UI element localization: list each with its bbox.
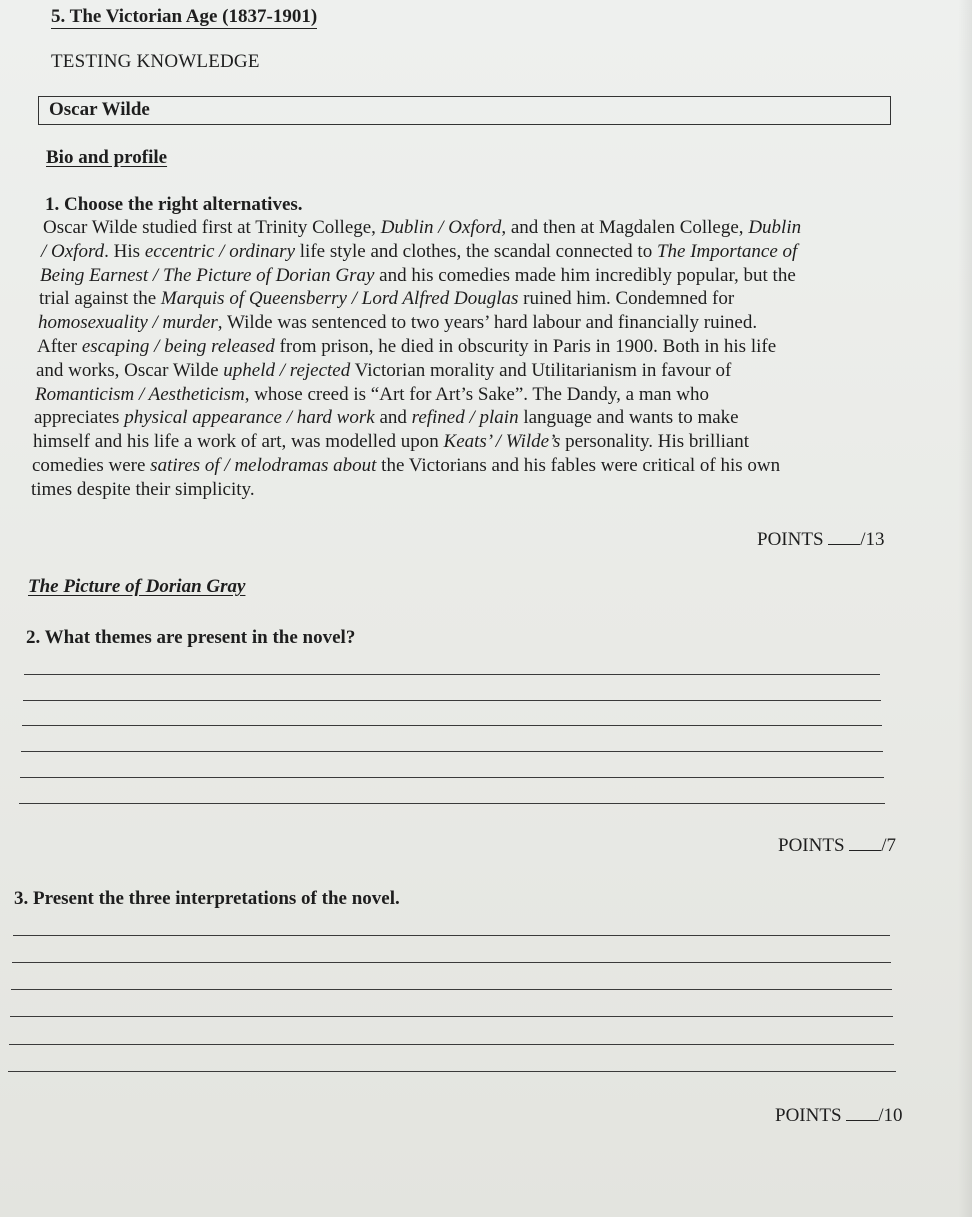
paragraph-text: ruined him. Condemned for xyxy=(518,288,735,310)
q3-points-total: /10 xyxy=(878,1105,903,1126)
alternative-choice[interactable]: physical appearance / hard work xyxy=(124,407,375,429)
q3-answer-line-6[interactable] xyxy=(8,1071,896,1072)
q2-points-blank[interactable] xyxy=(849,834,881,851)
q3-answer-line-4[interactable] xyxy=(10,1016,893,1017)
bio-heading: Bio and profile xyxy=(46,147,168,168)
bio-paragraph-line xyxy=(35,384,709,406)
q2-points xyxy=(778,834,896,857)
paragraph-text: himself and his life a work of art, was modelled upon xyxy=(33,431,444,453)
alternative-choice[interactable]: Dublin / Oxford xyxy=(380,217,502,238)
paragraph-text: . His xyxy=(104,240,145,262)
q3-answer-line-1[interactable] xyxy=(13,935,890,936)
alternative-choice[interactable]: escaping / being released xyxy=(81,336,275,357)
bio-paragraph-line xyxy=(32,455,780,477)
bio-paragraph-line xyxy=(36,360,731,382)
alternative-choice[interactable]: eccentric / ordinary xyxy=(144,240,296,262)
q2-answer-line-2[interactable] xyxy=(23,700,881,701)
q3-answer-line-5[interactable] xyxy=(9,1044,894,1045)
q2-points-label: POINTS xyxy=(778,835,845,856)
q2-answer-line-4[interactable] xyxy=(21,751,883,752)
q1-points xyxy=(757,528,885,551)
paragraph-text: Oscar Wilde studied first at Trinity College, xyxy=(43,217,381,238)
alternative-choice[interactable]: Dublin xyxy=(748,217,802,238)
alternative-choice[interactable]: satires of / melodramas about xyxy=(150,455,377,476)
q3-points-label: POINTS xyxy=(775,1105,842,1126)
q3-answer-line-2[interactable] xyxy=(12,962,891,963)
paragraph-text: , Wilde was sentenced to two years’ hard labour and financially ruined. xyxy=(217,312,758,334)
q1-points-total: /13 xyxy=(860,529,885,550)
alternative-choice[interactable]: Keats’ / Wilde’s xyxy=(443,431,561,453)
question-3: 3. Present the three interpretations of the novel. xyxy=(14,888,400,909)
alternative-choice[interactable]: / Oxford xyxy=(41,240,105,262)
paragraph-text: After xyxy=(37,336,82,357)
alternative-choice[interactable]: homosexuality / murder xyxy=(38,312,218,334)
bio-paragraph-line xyxy=(43,217,801,239)
paragraph-text: personality. His brilliant xyxy=(560,431,750,453)
paragraph-text: and xyxy=(374,407,412,429)
q2-points-total: /7 xyxy=(881,835,897,856)
paragraph-text: times despite their simplicity. xyxy=(31,478,255,500)
q3-answer-line-3[interactable] xyxy=(11,989,892,990)
bio-paragraph-line xyxy=(31,479,255,501)
paragraph-text: language and wants to make xyxy=(518,407,739,429)
q2-answer-line-1[interactable] xyxy=(24,674,880,675)
bio-paragraph-line xyxy=(33,431,749,453)
paragraph-text: life style and clothes, the scandal connected to xyxy=(295,240,657,262)
paragraph-text: and his comedies made him incredibly popular, but the xyxy=(374,264,796,286)
q2-answer-line-6[interactable] xyxy=(19,803,885,804)
alternative-choice[interactable]: Romanticism / Aestheticism xyxy=(35,383,245,405)
bio-paragraph-line xyxy=(34,407,739,429)
q3-points xyxy=(775,1104,903,1127)
q3-points-blank[interactable] xyxy=(846,1104,878,1121)
q1-points-label: POINTS xyxy=(757,529,824,550)
novel-heading: The Picture of Dorian Gray xyxy=(28,576,246,597)
alternative-choice[interactable]: upheld / rejected xyxy=(223,359,351,381)
q1-points-blank[interactable] xyxy=(828,528,860,545)
paragraph-text: and works, Oscar Wilde xyxy=(36,359,224,381)
bio-paragraph-line xyxy=(41,241,797,263)
bio-paragraph-line xyxy=(37,336,776,358)
paragraph-text: Victorian morality and Utilitarianism in favour of xyxy=(350,359,732,381)
paragraph-text: comedies were xyxy=(32,455,151,476)
paragraph-text: the Victorians and his fables were critical of his own xyxy=(376,455,781,476)
alternative-choice[interactable]: The Importance of xyxy=(656,240,798,262)
topic-title: Oscar Wilde xyxy=(49,99,150,120)
paragraph-text: appreciates xyxy=(34,407,125,429)
alternative-choice[interactable]: Marquis of Queensberry / Lord Alfred Douglas xyxy=(160,288,519,310)
bio-paragraph-line xyxy=(38,312,757,334)
bio-paragraph-line xyxy=(39,288,734,310)
paragraph-text: from prison, he died in obscurity in Paris in 1900. Both in his life xyxy=(274,336,777,357)
chapter-title: 5. The Victorian Age (1837-1901) xyxy=(51,6,318,27)
q2-answer-line-5[interactable] xyxy=(20,777,884,778)
page-edge-shadow xyxy=(958,0,972,1217)
topic-box xyxy=(38,96,891,125)
alternative-choice[interactable]: Being Earnest / The Picture of Dorian Gray xyxy=(40,264,375,286)
question-1: 1. Choose the right alternatives. xyxy=(45,194,303,215)
bio-paragraph-line xyxy=(40,265,796,287)
section-title: TESTING KNOWLEDGE xyxy=(51,51,260,72)
q2-answer-line-3[interactable] xyxy=(22,725,882,726)
alternative-choice[interactable]: refined / plain xyxy=(411,407,519,429)
paragraph-text: trial against the xyxy=(39,288,161,310)
paragraph-text: , and then at Magdalen College, xyxy=(501,217,749,238)
paragraph-text: , whose creed is “Art for Art’s Sake”. The Dandy, a man who xyxy=(244,383,709,405)
question-2: 2. What themes are present in the novel? xyxy=(26,627,356,648)
